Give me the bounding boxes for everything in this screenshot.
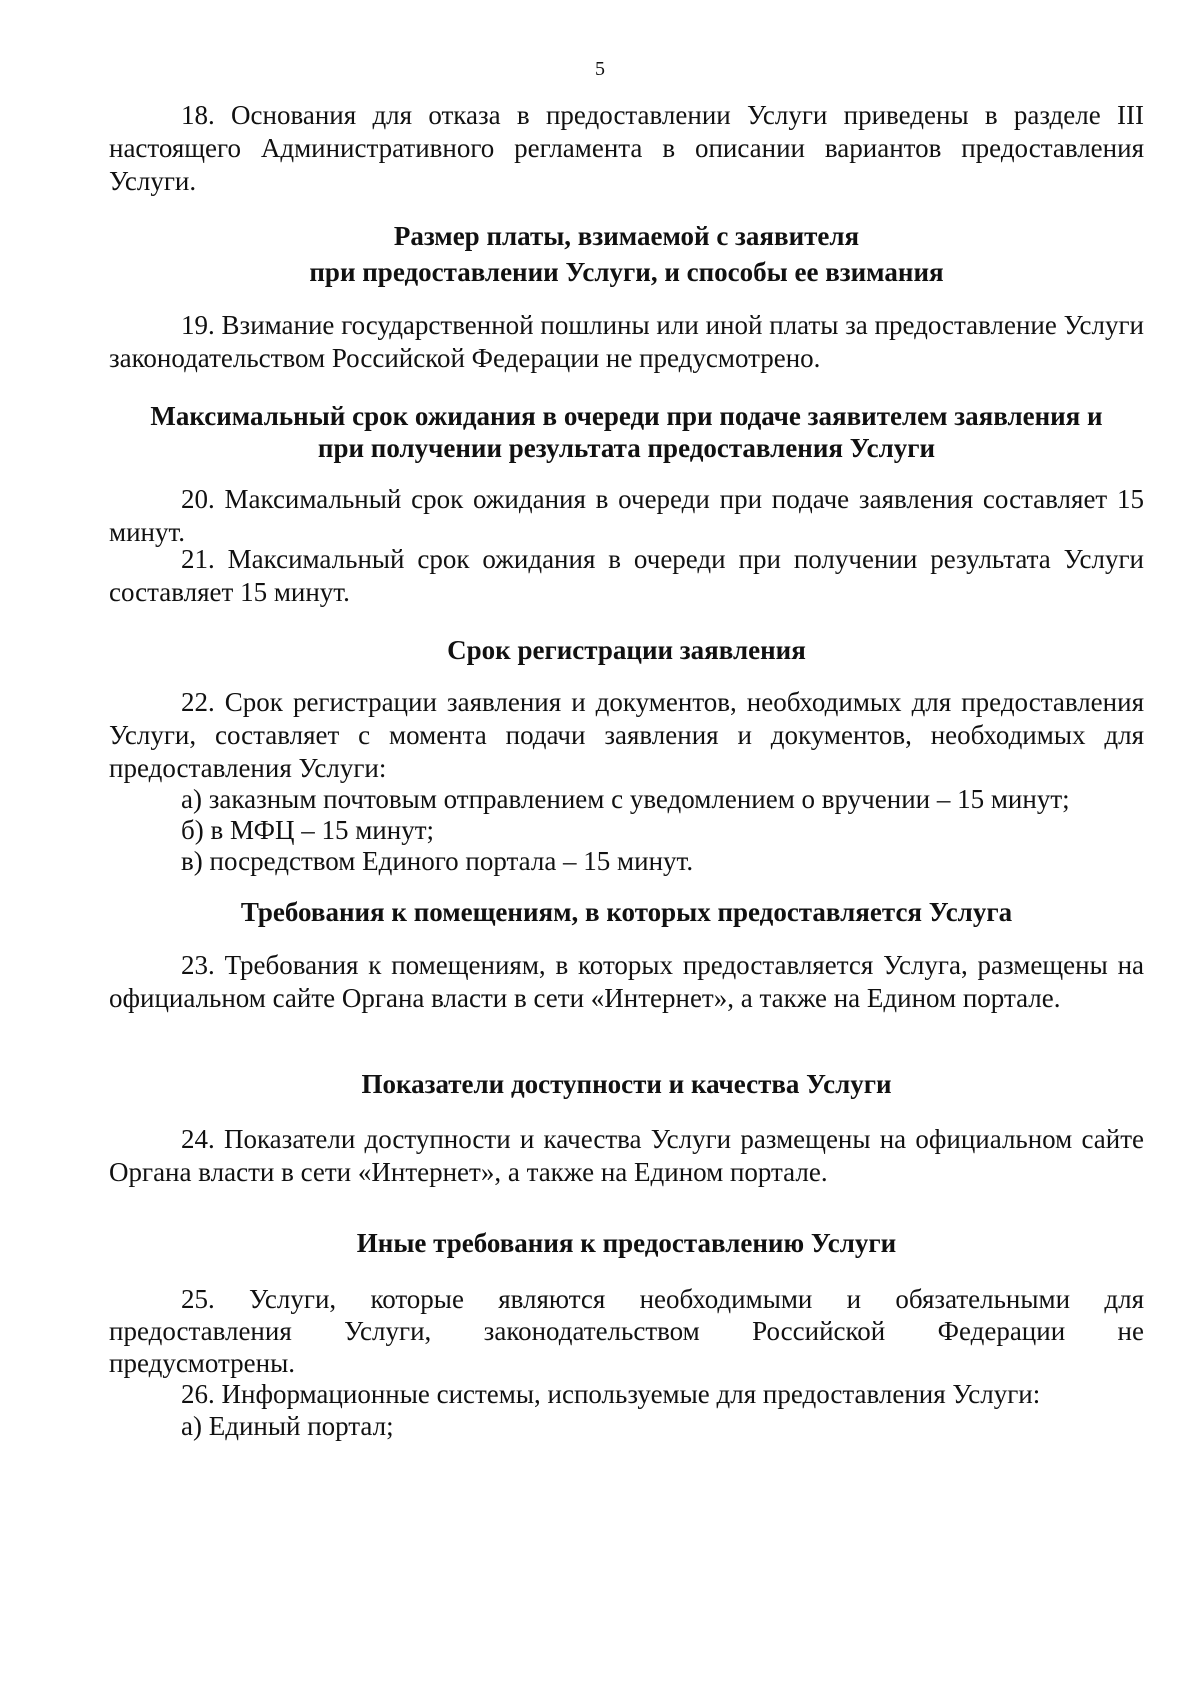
paragraph-21: 21. Максимальный срок ожидания в очереди при получении результата Услуги составляет 15 минут.	[109, 544, 1144, 607]
heading-quality: Показатели доступности и качества Услуги	[361, 1069, 892, 1099]
paragraph-26: 26. Информационные системы, используемые для предоставления Услуги:	[181, 1379, 1041, 1409]
heading-fee-line-1: Размер платы, взимаемой с заявителя	[393, 221, 860, 251]
heading-registration: Срок регистрации заявления	[447, 635, 806, 665]
paragraph-20: 20. Максимальный срок ожидания в очереди при подаче заявления составляет 15 минут.	[109, 484, 1144, 547]
paragraph-22-item-a: а) заказным почтовым отправлением с уведомлением о вручении – 15 минут;	[181, 784, 1070, 814]
heading-fee-line-2: при предоставлении Услуги, и способы ее взимания	[309, 257, 944, 287]
paragraph-18: 18. Основания для отказа в предоставлении Услуги приведены в разделе III настоящего Административного регламента в описании вариантов предоставления Услуги.	[109, 100, 1144, 196]
paragraph-22-item-c: в) посредством Единого портала – 15 минут.	[181, 846, 694, 876]
heading-queue-line-2: при получении результата предоставления Услуги	[317, 433, 936, 463]
heading-other-requirements: Иные требования к предоставлению Услуги	[356, 1228, 897, 1258]
paragraph-25-line-1: 25. Услуги, которые являются необходимыми и обязательными для	[181, 1284, 1144, 1314]
paragraph-25-line-3: предусмотрены.	[109, 1348, 295, 1378]
page-number: 5	[595, 58, 605, 80]
paragraph-24: 24. Показатели доступности и качества Услуги размещены на официальном сайте Органа власти в сети «Интернет», а также на Едином портале.	[109, 1124, 1144, 1187]
paragraph-23: 23. Требования к помещениям, в которых предоставляется Услуга, размещены на официальном сайте Органа власти в сети «Интернет», а также на Едином портале.	[109, 950, 1144, 1013]
paragraph-19: 19. Взимание государственной пошлины или иной платы за предоставление Услуги законодательством Российской Федерации не предусмотрено.	[109, 310, 1144, 373]
heading-queue-line-1: Максимальный срок ожидания в очереди при подаче заявителем заявления и	[150, 401, 1103, 431]
paragraph-22: 22. Срок регистрации заявления и документов, необходимых для предоставления Услуги, составляет с момента подачи заявления и документов, необходимых для предоставления Услуги:	[109, 687, 1144, 783]
paragraph-25-line-2: предоставления Услуги, законодательством Российской Федерации не	[109, 1316, 1144, 1346]
paragraph-22-item-b: б) в МФЦ – 15 минут;	[181, 815, 434, 845]
paragraph-26-item-a: а) Единый портал;	[181, 1411, 394, 1441]
heading-premises: Требования к помещениям, в которых предоставляется Услуга	[240, 897, 1013, 927]
